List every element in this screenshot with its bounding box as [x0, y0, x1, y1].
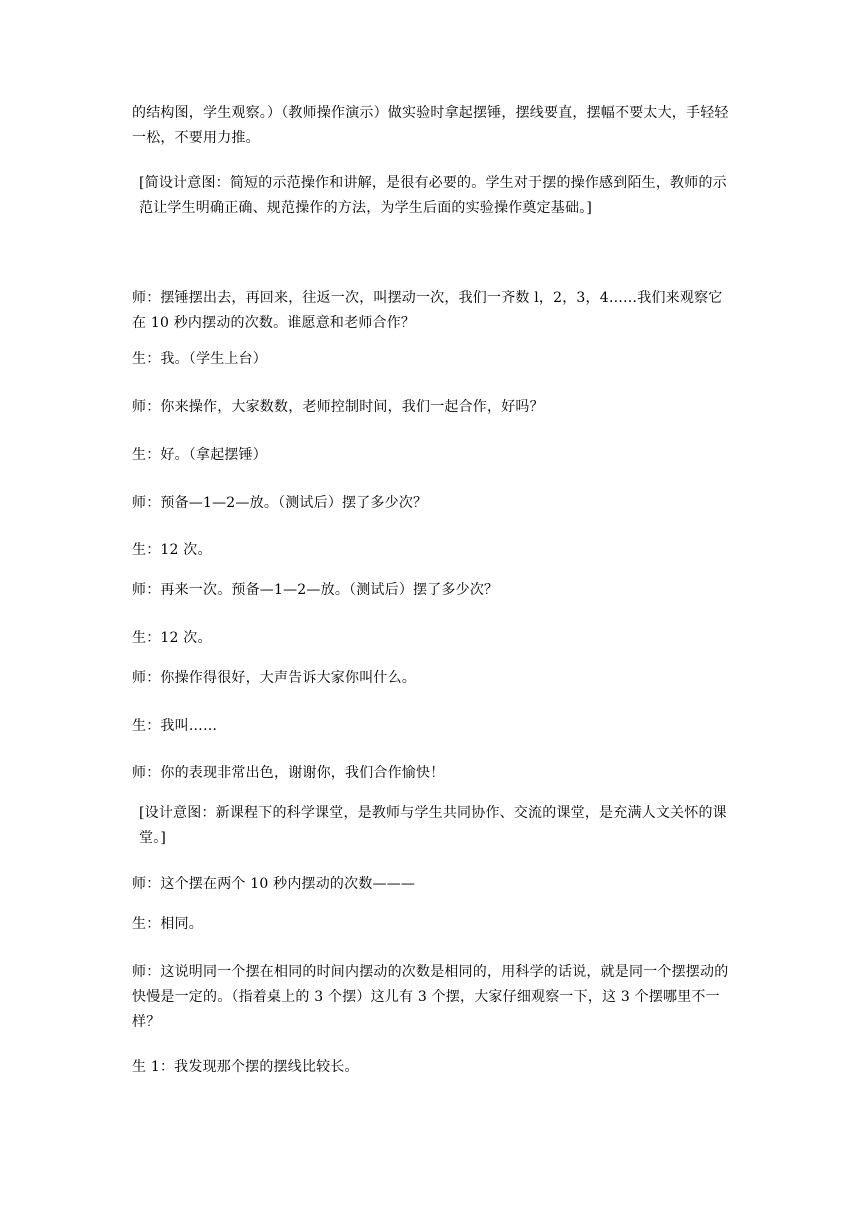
- dialogue-line: 生：12 次。: [132, 542, 212, 558]
- dialogue-line: 生：好。（拿起摆锤）: [132, 447, 267, 463]
- dialogue-line: 生：相同。: [132, 916, 203, 932]
- dialogue-line: 师：摆锤摆出去，再回来，往返一次，叫摆动一次，我们一齐数 l，2，3，4……我们来观察它在 10 秒内摆动的次数。谁愿意和老师合作？: [132, 290, 723, 331]
- dialogue-line: 师：预备—1—2—放。（测试后）摆了多少次？: [132, 495, 428, 511]
- design-intent-note-2: [设计意图：新课程下的科学课堂，是教师与学生共同协作、交流的课堂，是充满人文关怀的课堂。]: [139, 805, 727, 846]
- dialogue-line: 师：这说明同一个摆在相同的时间内摆动的次数是相同的，用科学的话说，就是同一个摆摆动的快慢是一定的。（指着桌上的 3 个摆）这儿有 3 个摆，大家仔细观察一下，这 3 个摆哪里不一样？: [132, 964, 729, 1030]
- dialogue-line: 师：你的表现非常出色，谢谢你，我们合作愉快！: [132, 765, 445, 781]
- dialogue-line: 生 1：我发现那个摆的摆线比较长。: [132, 1059, 359, 1075]
- dialogue-line: 师：再来一次。预备—1—2—放。（测试后）摆了多少次？: [132, 582, 499, 598]
- dialogue-line: 生：我叫……: [132, 718, 218, 734]
- design-intent-note-1: [简设计意图：简短的示范操作和讲解，是很有必要的。学生对于摆的操作感到陌生，教师的示范让学生明确正确、规范操作的方法，为学生后面的实验操作奠定基础。]: [139, 175, 727, 216]
- dialogue-line: 师：你操作得很好，大声告诉大家你叫什么。: [132, 670, 416, 686]
- paragraph-demo-instructions: 的结构图，学生观察。）（教师操作演示）做实验时拿起摆锤，摆线要直，摆幅不要太大，手轻轻一松，不要用力推。: [132, 105, 729, 146]
- dialogue-line: 师：你来操作，大家数数，老师控制时间，我们一起合作，好吗？: [132, 399, 544, 415]
- dialogue-line: 生：12 次。: [132, 630, 212, 646]
- dialogue-line: 生：我。（学生上台）: [132, 351, 267, 367]
- dialogue-line: 师：这个摆在两个 10 秒内摆动的次数———: [132, 876, 416, 892]
